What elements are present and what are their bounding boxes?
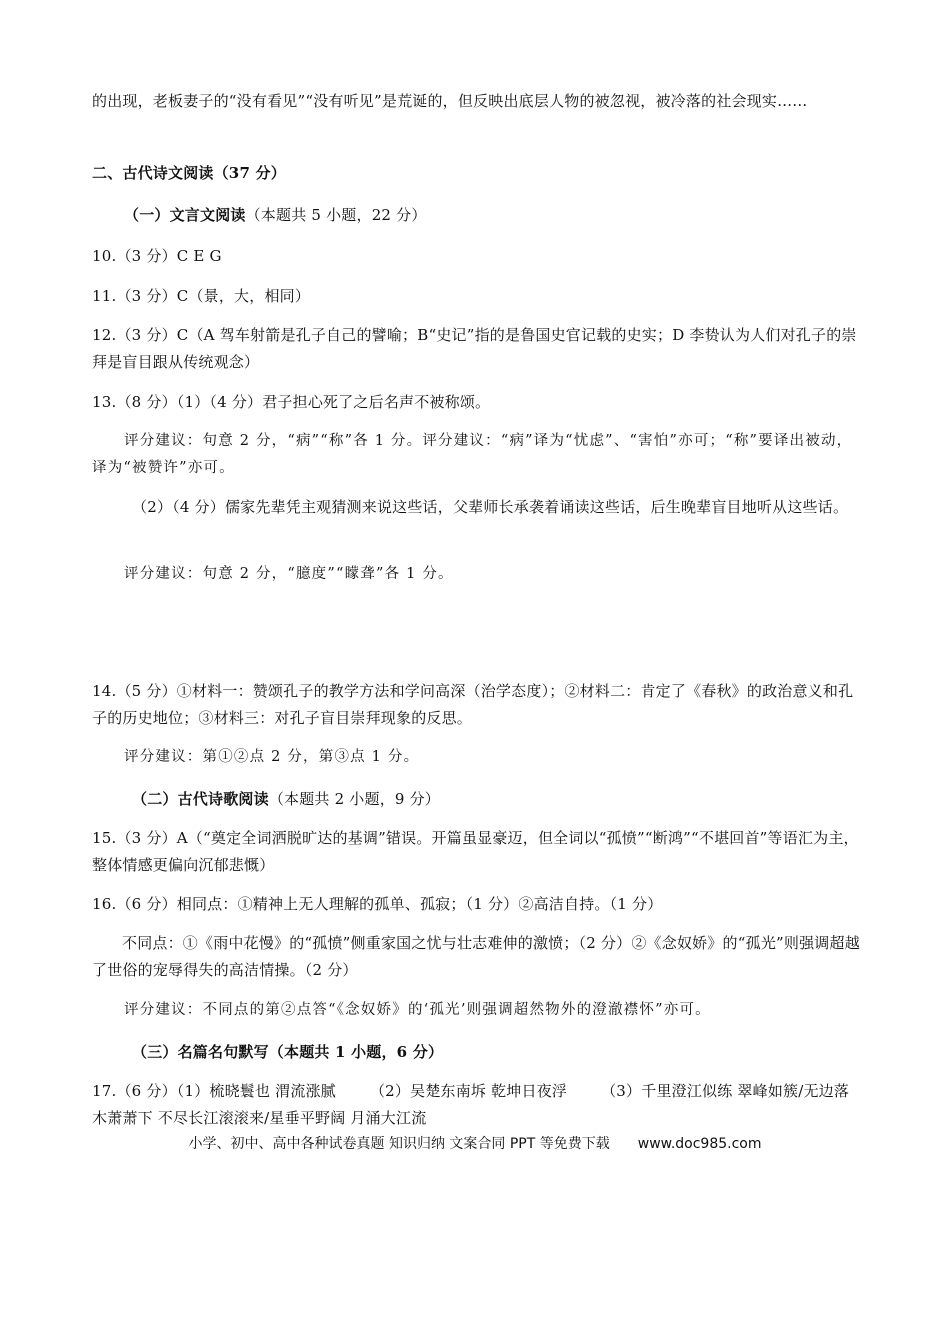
grading-note-q14: 评分建议：第①②点 2 分，第③点 1 分。 — [124, 749, 420, 765]
answer-q11: 11.（3 分）C（景，大，相同） — [92, 287, 311, 305]
answer-q17-part1: 17.（6 分）（1）梳晓鬟也 渭流涨腻 — [92, 1082, 336, 1100]
footer-url[interactable]: www.doc985.com — [637, 1136, 762, 1152]
answer-q17-part3: （3）千里澄江似练 翠峰如簇/无边落木萧萧下 不尽长江滚滚来/星垂平野阔 月涌大江流 — [92, 1082, 850, 1127]
subsection-heading-recitation: （三）名篇名句默写（本题共 1 小题，6 分） — [132, 1043, 444, 1061]
subsection-title: （二）古代诗歌阅读 — [132, 790, 269, 808]
page-footer — [0, 1134, 950, 1154]
answer-q14: 14.（5 分）①材料一：赞颂孔子的教学方法和学问高深（治学态度）；②材料二：肯定了《春秋》的政治意义和孔子的历史地位；③材料三：对孔子盲目崇拜现象的反思。 — [92, 682, 854, 727]
subsection-heading-poetry — [92, 786, 860, 813]
answer-q10: 10.（3 分）C E G — [92, 247, 222, 265]
answer-q12: 12.（3 分）C（A 驾车射箭是孔子自己的譬喻；B“史记”指的是鲁国史官记载的史实；D 李贽认为人们对孔子的崇拜是盲目跟从传统观念） — [92, 326, 857, 371]
answer-q15: 15.（3 分）A（“奠定全词洒脱旷达的基调”错误。开篇虽显豪迈，但全词以“孤愤”“断鸿”“不堪回首”等语汇为主，整体情感更偏向沉郁悲慨） — [92, 829, 859, 874]
continuation-paragraph: 的出现，老板妻子的“没有看见”“没有听见”是荒诞的，但反映出底层人物的被忽视，被冷落的社会现实…… — [92, 92, 808, 110]
footer-text: 小学、初中、高中各种试卷真题 知识归纳 文案合同 PPT 等免费下载 — [188, 1136, 610, 1152]
grading-note-q13-1: 评分建议：句意 2 分，“病”“称”各 1 分。评分建议：“病”译为“忧虑”、“害怕”亦可；“称”要译出被动，译为“被赞许”亦可。 — [92, 433, 853, 476]
grading-note-q13-2: 评分建议：句意 2 分，“臆度”“矇聋”各 1 分。 — [124, 566, 454, 582]
answer-q16-part2: 不同点：①《雨中花慢》的“孤愤”侧重家国之忧与壮志难伸的激愤；（2 分）②《念奴娇》的“孤光”则强调超越了世俗的宠辱得失的高洁情操。（2 分） — [92, 934, 860, 979]
answer-q13: 13.（8 分）（1）（4 分）君子担心死了之后名声不被称颂。 — [92, 393, 491, 411]
grading-note-q16: 评分建议：不同点的第②点答“《念奴娇》的‘孤光’则强调超然物外的澄澈襟怀”亦可。 — [124, 1002, 711, 1018]
answer-q17-part2: （2）吴楚东南坼 乾坤日夜浮 — [369, 1082, 568, 1100]
answer-q17 — [92, 1078, 860, 1132]
subsection-title: （一）文言文阅读 — [124, 206, 246, 224]
subsection-score: （本题共 2 小题，9 分） — [268, 790, 441, 808]
answer-q13-part2: （2）（4 分）儒家先辈凭主观猜测来说这些话，父辈师长承袭着诵读这些话，后生晚辈盲目地听从这些话。 — [132, 498, 849, 516]
section-heading-ancient-poetry: 二、古代诗文阅读（37 分） — [92, 164, 286, 182]
subsection-score: （本题共 5 小题，22 分） — [245, 206, 427, 224]
subsection-heading-classical-prose — [92, 202, 860, 229]
answer-q16: 16.（6 分）相同点：①精神上无人理解的孤单、孤寂；（1 分）②高洁自持。（1 分） — [92, 895, 663, 913]
